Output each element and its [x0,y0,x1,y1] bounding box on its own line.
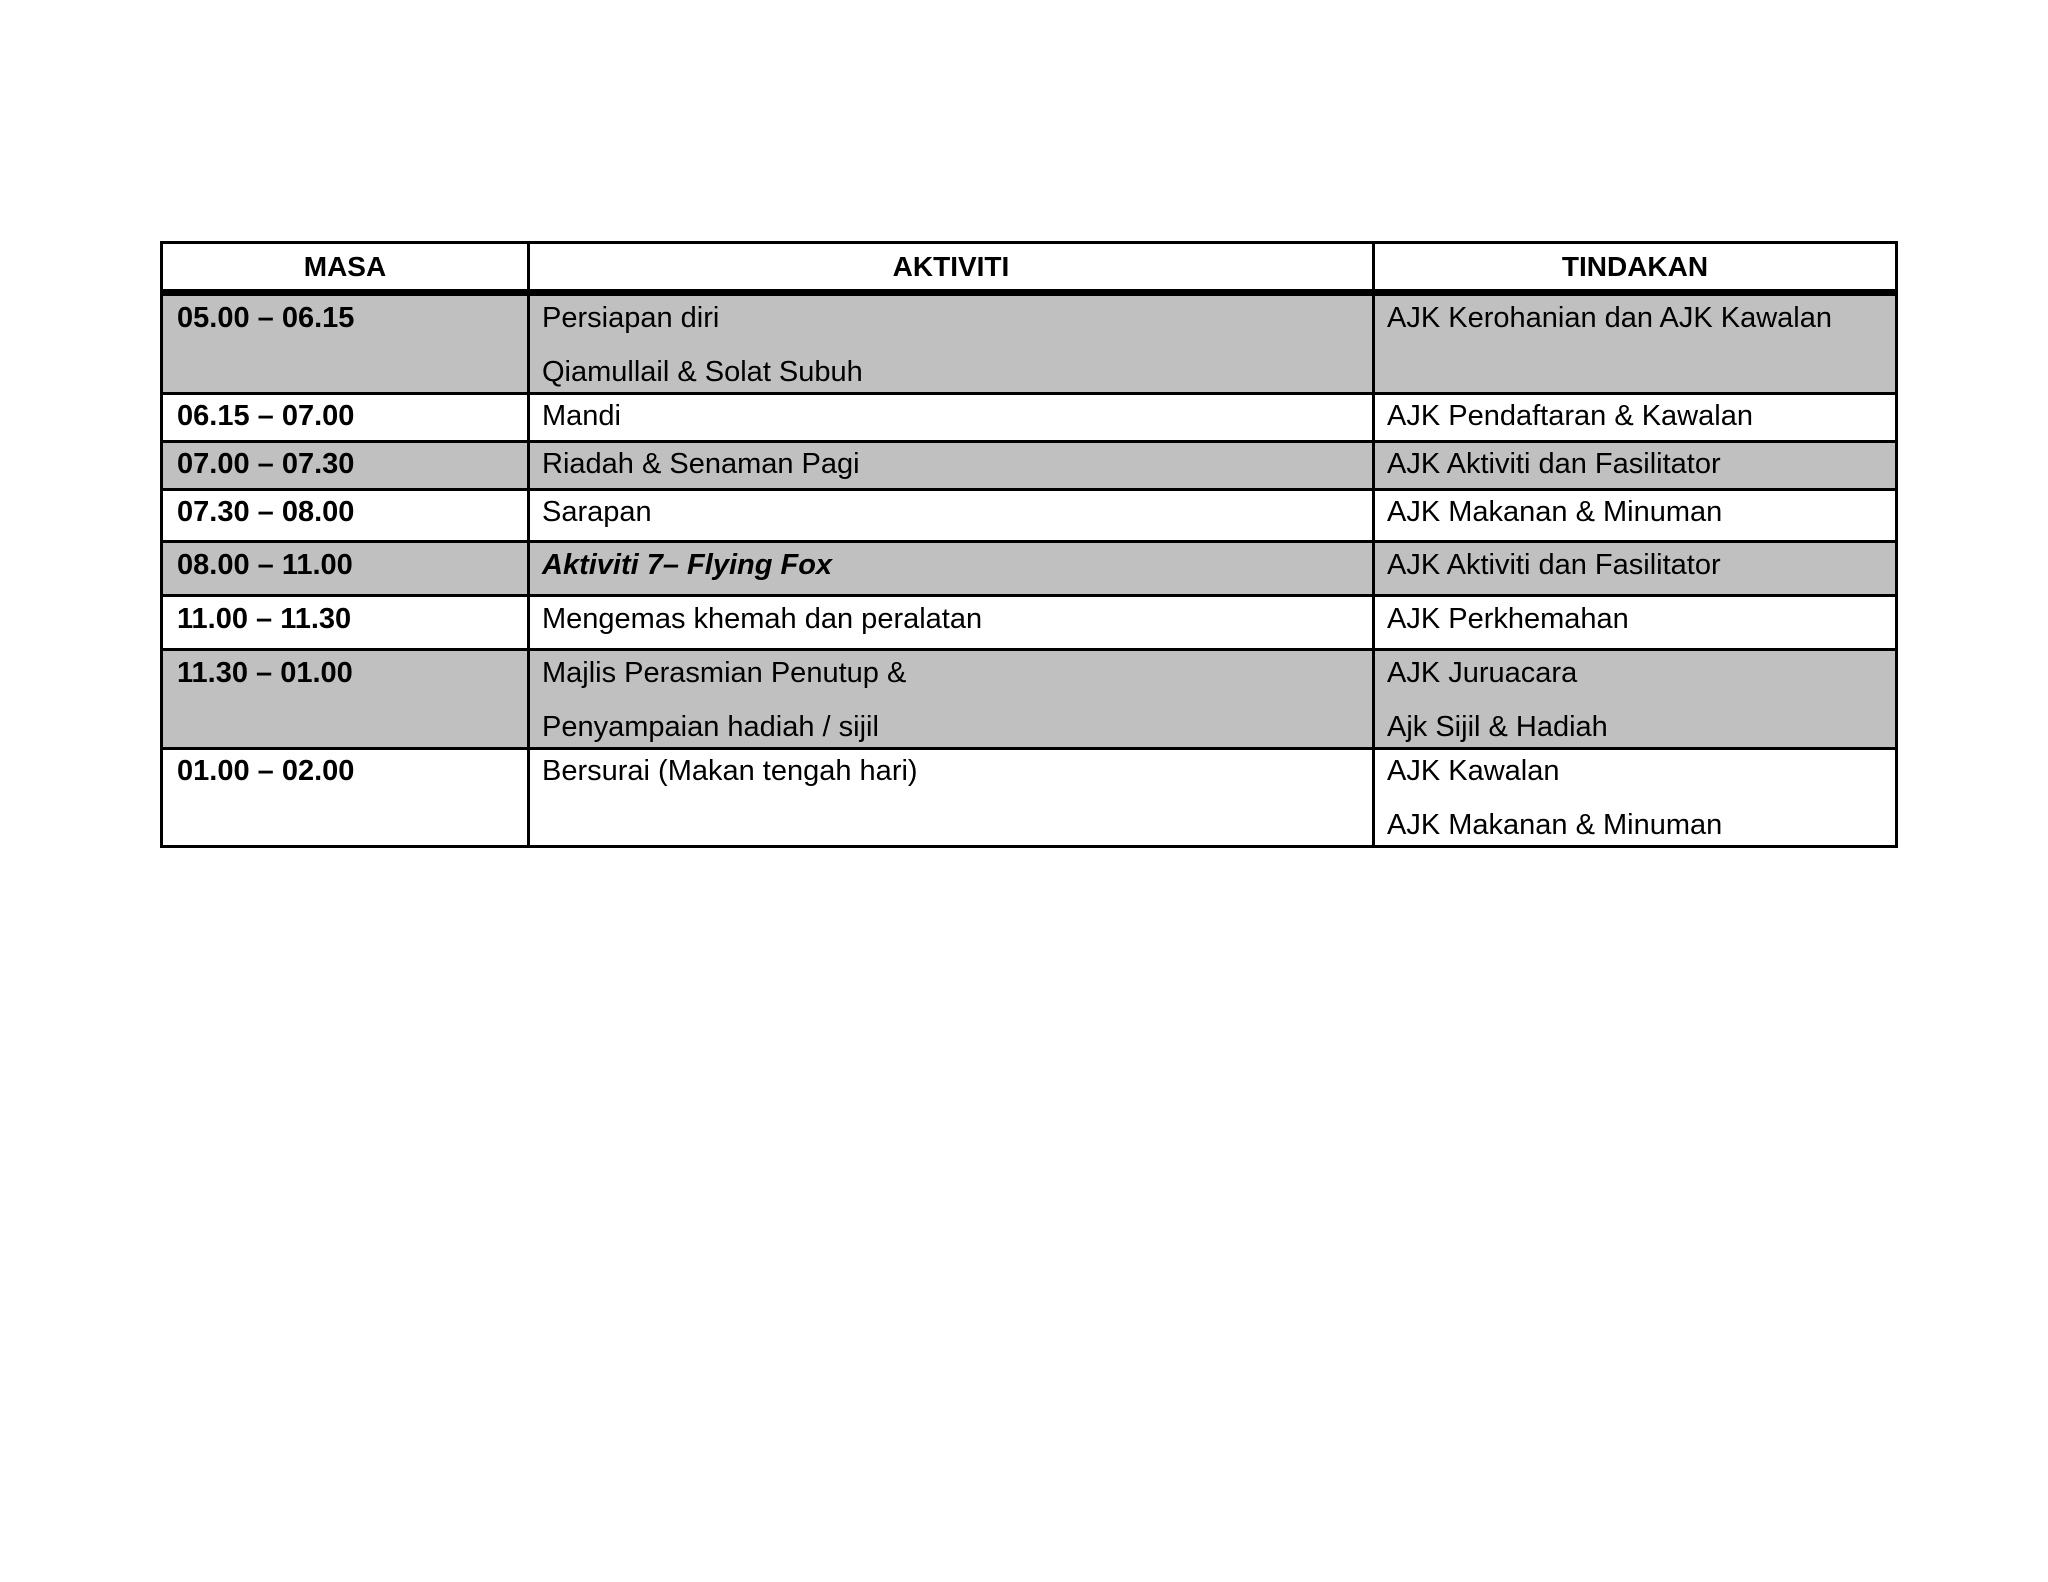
table-row [162,749,1897,847]
aktiviti-line: Qiamullail & Solat Subuh [542,356,863,388]
schedule-table [160,241,1898,848]
aktiviti-line: Mandi [542,400,621,432]
cell-tindakan [1374,596,1897,650]
aktiviti-line: Aktiviti 7– Flying Fox [542,549,833,581]
cell-aktiviti [529,596,1374,650]
tindakan-line: AJK Aktiviti dan Fasilitator [1387,448,1721,480]
cell-masa: 07.30 – 08.00 [162,490,529,542]
cell-aktiviti [529,490,1374,542]
table-row [162,442,1897,490]
aktiviti-line: Mengemas khemah dan peralatan [542,603,983,635]
cell-aktiviti [529,293,1374,394]
cell-masa: 01.00 – 02.00 [162,749,529,847]
cell-aktiviti [529,749,1374,847]
tindakan-line: AJK Juruacara [1387,657,1578,689]
cell-tindakan [1374,442,1897,490]
cell-masa: 06.15 – 07.00 [162,394,529,442]
tindakan-line: AJK Kawalan [1387,755,1560,787]
table-row [162,650,1897,749]
header-aktiviti: AKTIVITI [529,243,1374,293]
cell-aktiviti [529,442,1374,490]
table-row [162,542,1897,596]
aktiviti-line: Persiapan diri [542,302,720,334]
table-header-row [162,243,1897,293]
cell-masa: 05.00 – 06.15 [162,293,529,394]
cell-tindakan [1374,293,1897,394]
cell-masa: 11.00 – 11.30 [162,596,529,650]
cell-aktiviti [529,542,1374,596]
tindakan-line: AJK Aktiviti dan Fasilitator [1387,549,1721,581]
aktiviti-line: Penyampaian hadiah / sijil [542,711,879,743]
table-row [162,596,1897,650]
tindakan-line: AJK Pendaftaran & Kawalan [1387,400,1753,432]
cell-tindakan [1374,490,1897,542]
tindakan-line: AJK Perkhemahan [1387,603,1629,635]
aktiviti-line: Sarapan [542,496,652,528]
header-masa: MASA [162,243,529,293]
table-row [162,293,1897,394]
cell-tindakan [1374,542,1897,596]
cell-masa: 07.00 – 07.30 [162,442,529,490]
header-tindakan: TINDAKAN [1374,243,1897,293]
tindakan-line: AJK Kerohanian dan AJK Kawalan [1387,302,1832,334]
cell-tindakan [1374,749,1897,847]
aktiviti-line: Bersurai (Makan tengah hari) [542,755,918,787]
tindakan-line: AJK Makanan & Minuman [1387,809,1723,841]
table-row [162,394,1897,442]
tindakan-line: AJK Makanan & Minuman [1387,496,1723,528]
aktiviti-line: Riadah & Senaman Pagi [542,448,860,480]
cell-aktiviti [529,650,1374,749]
cell-masa: 11.30 – 01.00 [162,650,529,749]
cell-masa: 08.00 – 11.00 [162,542,529,596]
tindakan-line: Ajk Sijil & Hadiah [1387,711,1608,743]
cell-aktiviti [529,394,1374,442]
aktiviti-line: Majlis Perasmian Penutup & [542,657,907,689]
table-row [162,490,1897,542]
cell-tindakan [1374,650,1897,749]
cell-tindakan [1374,394,1897,442]
